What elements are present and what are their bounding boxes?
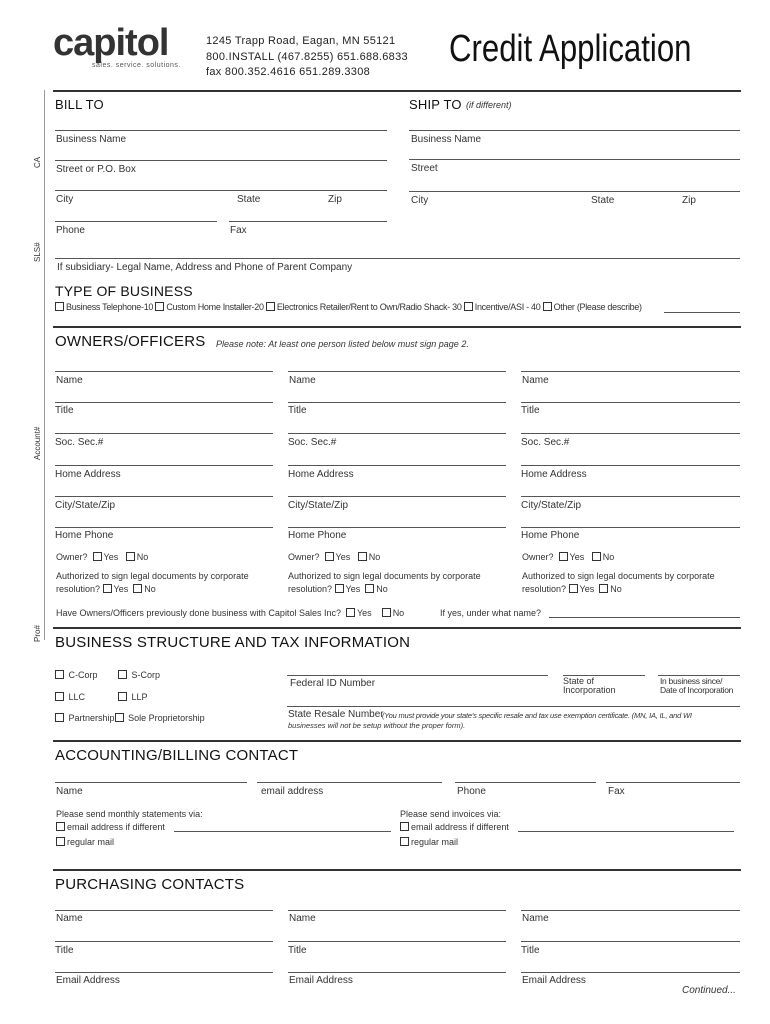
continued-label: Continued... xyxy=(682,985,736,996)
checkbox[interactable] xyxy=(126,552,135,561)
accounting-email-label: email address xyxy=(261,786,324,797)
statements-mail-option xyxy=(56,837,114,847)
owner-question xyxy=(522,552,614,562)
in-business-label xyxy=(660,677,733,695)
bill-zip-label: Zip xyxy=(328,194,342,205)
option-custom-home-installer: Custom Home Installer-20 xyxy=(166,302,264,312)
invoices-email-option xyxy=(400,822,509,832)
address-line-2: 800.INSTALL (467.8255) 651.688.6833 xyxy=(206,51,408,63)
yes-label: Yes xyxy=(345,584,361,594)
invoices-mail-option xyxy=(400,837,458,847)
owner-city-field[interactable] xyxy=(55,496,273,497)
side-label-account: Account# xyxy=(33,426,42,460)
llp-option xyxy=(118,692,148,702)
purchasing-email-field[interactable] xyxy=(288,972,506,973)
owner-title-label: Title xyxy=(521,405,540,416)
purchasing-title-field[interactable] xyxy=(55,941,273,942)
checkbox[interactable] xyxy=(55,670,64,679)
owner-address-label: Home Address xyxy=(288,469,354,480)
checkbox[interactable] xyxy=(365,584,374,593)
owner-city-label: City/State/Zip xyxy=(521,500,582,511)
owner-name-field[interactable] xyxy=(288,371,506,372)
owner-title-field[interactable] xyxy=(521,402,740,403)
checkbox[interactable] xyxy=(346,608,355,617)
owners-note: Please note: At least one person listed below must sign page 2. xyxy=(216,339,469,349)
owner-ssn-field[interactable] xyxy=(521,433,740,434)
purchasing-title-field[interactable] xyxy=(288,941,506,942)
owner-address-field[interactable] xyxy=(55,465,273,466)
purchasing-email-label: Email Address xyxy=(56,975,120,986)
purchasing-name-label: Name xyxy=(289,913,316,924)
yes-label: Yes xyxy=(335,552,351,562)
ship-city-label: City xyxy=(411,195,429,206)
llc-option xyxy=(55,692,85,702)
accounting-fax-field[interactable] xyxy=(606,782,740,783)
owner-city-label: City/State/Zip xyxy=(288,500,349,511)
statements-email-option xyxy=(56,822,165,832)
checkbox[interactable] xyxy=(118,670,127,679)
side-divider xyxy=(44,90,45,640)
owner-title-field[interactable] xyxy=(55,402,273,403)
owner-phone-label: Home Phone xyxy=(288,530,347,541)
bill-business-name-field[interactable] xyxy=(55,130,387,131)
side-label-ca: CA xyxy=(33,156,42,168)
side-label-sls: SLS# xyxy=(33,242,42,262)
ship-business-name-label: Business Name xyxy=(411,134,482,145)
checkbox[interactable] xyxy=(400,837,409,846)
subsidiary-field[interactable] xyxy=(55,258,740,259)
owner-q-label: Owner? xyxy=(288,552,320,562)
checkbox[interactable] xyxy=(133,584,142,593)
owner-q-label: Owner? xyxy=(522,552,554,562)
federal-id-field[interactable] xyxy=(287,675,548,676)
owner-name-label: Name xyxy=(289,375,316,386)
checkbox[interactable] xyxy=(55,713,64,722)
purchasing-name-field[interactable] xyxy=(521,910,740,911)
owner-address-label: Home Address xyxy=(521,469,587,480)
invoices-label: Please send invoices via: xyxy=(400,809,502,819)
partnership-label: Partnership xyxy=(68,713,115,723)
checkbox[interactable] xyxy=(55,302,64,311)
ship-zip-label: Zip xyxy=(682,195,696,206)
owner-question xyxy=(288,552,380,562)
option-incentive-asi: Incentive/ASI - 40 xyxy=(474,302,541,312)
in-business-label-2: Date of Incorporation xyxy=(660,685,734,695)
bill-fax-field[interactable] xyxy=(229,221,387,222)
purchasing-name-field[interactable] xyxy=(55,910,273,911)
owner-name-field[interactable] xyxy=(55,371,273,372)
option-electronics-retailer: Electronics Retailer/Rent to Own/Radio Shack- 30 xyxy=(276,302,462,312)
checkbox[interactable] xyxy=(400,822,409,831)
ship-city-field[interactable] xyxy=(409,191,740,192)
checkbox[interactable] xyxy=(543,302,552,311)
state-inc-label xyxy=(563,677,616,695)
previous-name-field[interactable] xyxy=(549,617,740,618)
accounting-fax-label: Fax xyxy=(608,786,625,797)
owner-ssn-field[interactable] xyxy=(55,433,273,434)
checkbox[interactable] xyxy=(559,552,568,561)
accounting-phone-field[interactable] xyxy=(455,782,596,783)
ship-state-label: State xyxy=(591,195,615,206)
bill-city-label: City xyxy=(56,194,74,205)
auth-resolution xyxy=(522,584,622,594)
owner-address-label: Home Address xyxy=(55,469,121,480)
owner-title-label: Title xyxy=(288,405,307,416)
checkbox[interactable] xyxy=(115,713,124,722)
purchasing-name-field[interactable] xyxy=(288,910,506,911)
checkbox[interactable] xyxy=(155,302,164,311)
accounting-phone-label: Phone xyxy=(457,786,486,797)
ccorp-label: C-Corp xyxy=(68,670,98,680)
structure-heading: BUSINESS STRUCTURE AND TAX INFORMATION xyxy=(55,634,411,651)
invoices-email-field[interactable] xyxy=(518,831,734,832)
yes-label: Yes xyxy=(113,584,129,594)
checkbox[interactable] xyxy=(55,692,64,701)
resolution-label: resolution? xyxy=(288,584,333,594)
owner-city-field[interactable] xyxy=(288,496,506,497)
state-inc-label-2: Incorporation xyxy=(563,685,616,695)
bill-business-name-label: Business Name xyxy=(56,134,127,145)
scorp-option xyxy=(118,670,160,680)
checkbox[interactable] xyxy=(599,584,608,593)
ship-business-name-field[interactable] xyxy=(409,130,740,131)
owner-phone-field[interactable] xyxy=(288,527,506,528)
resale-number-field[interactable] xyxy=(287,706,740,707)
bill-city-field[interactable] xyxy=(55,190,387,191)
address-line-3: fax 800.352.4616 651.289.3308 xyxy=(206,66,371,78)
owner-question xyxy=(56,552,148,562)
checkbox[interactable] xyxy=(103,584,112,593)
section-divider xyxy=(53,90,741,92)
option-other: Other (Please describe) xyxy=(553,302,642,312)
type-of-business-heading: TYPE OF BUSINESS xyxy=(55,283,193,299)
purchasing-title-field[interactable] xyxy=(521,941,740,942)
previous-label: Have Owners/Officers previously done business with Capitol Sales Inc? xyxy=(56,608,341,618)
purchasing-email-field[interactable] xyxy=(521,972,740,973)
statements-email-field[interactable] xyxy=(174,831,391,832)
accounting-heading: ACCOUNTING/BILLING CONTACT xyxy=(55,747,299,764)
owner-phone-field[interactable] xyxy=(521,527,740,528)
owner-address-field[interactable] xyxy=(288,465,506,466)
accounting-email-field[interactable] xyxy=(257,782,442,783)
purchasing-title-label: Title xyxy=(55,945,74,956)
owner-city-label: City/State/Zip xyxy=(55,500,116,511)
address-line-1: 1245 Trapp Road, Eagan, MN 55121 xyxy=(206,35,396,47)
checkbox[interactable] xyxy=(569,584,578,593)
regular-mail-label: regular mail xyxy=(67,837,115,847)
checkbox[interactable] xyxy=(358,552,367,561)
state-inc-label-1: State of xyxy=(563,676,595,686)
checkbox[interactable] xyxy=(118,692,127,701)
checkbox[interactable] xyxy=(266,302,275,311)
bill-phone-field[interactable] xyxy=(55,221,217,222)
owner-name-label: Name xyxy=(522,375,549,386)
ship-to-note: (if different) xyxy=(466,100,512,110)
partnership-option xyxy=(55,713,205,723)
yes-label: Yes xyxy=(569,552,585,562)
owner-city-field[interactable] xyxy=(521,496,740,497)
owner-ssn-label: Soc. Sec.# xyxy=(521,437,570,448)
yes-label: Yes xyxy=(356,608,372,618)
resale-label: State Resale Number xyxy=(288,709,384,720)
owner-address-field[interactable] xyxy=(521,465,740,466)
auth-label: Authorized to sign legal documents by corporate xyxy=(288,571,481,581)
federal-id-label: Federal ID Number xyxy=(290,678,376,689)
business-type-options xyxy=(55,302,642,312)
email-diff-label: email address if different xyxy=(411,822,509,832)
section-divider xyxy=(53,326,741,328)
resale-note-2: businesses will not be setup without the proper form). xyxy=(288,721,466,730)
checkbox[interactable] xyxy=(382,608,391,617)
checkbox[interactable] xyxy=(56,837,65,846)
capitol-logo: capitol xyxy=(53,22,169,64)
checkbox[interactable] xyxy=(335,584,344,593)
purchasing-email-label: Email Address xyxy=(522,975,586,986)
checkbox[interactable] xyxy=(93,552,102,561)
owner-ssn-label: Soc. Sec.# xyxy=(55,437,104,448)
no-label: No xyxy=(376,584,388,594)
llp-label: LLP xyxy=(131,692,148,702)
no-label: No xyxy=(392,608,405,618)
bill-street-field[interactable] xyxy=(55,160,387,161)
scorp-label: S-Corp xyxy=(131,670,161,680)
purchasing-email-field[interactable] xyxy=(55,972,273,973)
auth-resolution xyxy=(288,584,388,594)
yes-label: Yes xyxy=(103,552,119,562)
resale-note-1: (You must provide your state's specific resale and tax use exemption certificate. (MN, IA, IL, and WI xyxy=(382,711,692,720)
no-label: No xyxy=(602,552,615,562)
owners-heading: OWNERS/OFFICERS xyxy=(55,333,206,350)
if-yes-label: If yes, under what name? xyxy=(440,608,542,618)
owner-name-label: Name xyxy=(56,375,83,386)
in-business-label-1: In business since/ xyxy=(660,676,723,686)
bill-street-label: Street or P.O. Box xyxy=(56,164,136,175)
owner-title-label: Title xyxy=(55,405,74,416)
resolution-label: resolution? xyxy=(56,584,101,594)
owner-q-label: Owner? xyxy=(56,552,88,562)
owner-phone-field[interactable] xyxy=(55,527,273,528)
accounting-name-label: Name xyxy=(56,786,83,797)
checkbox[interactable] xyxy=(56,822,65,831)
ship-to-heading: SHIP TO xyxy=(409,97,462,112)
bill-state-label: State xyxy=(237,194,261,205)
bill-to-heading: BILL TO xyxy=(55,97,104,112)
accounting-name-field[interactable] xyxy=(55,782,247,783)
auth-label: Authorized to sign legal documents by corporate xyxy=(56,571,249,581)
checkbox[interactable] xyxy=(325,552,334,561)
option-business-telephone: Business Telephone-10 xyxy=(66,302,154,312)
other-describe-field[interactable] xyxy=(664,312,740,313)
section-divider xyxy=(53,740,741,742)
auth-resolution xyxy=(56,584,156,594)
owner-phone-label: Home Phone xyxy=(55,530,114,541)
page-title: Credit Application xyxy=(449,28,692,70)
checkbox[interactable] xyxy=(592,552,601,561)
section-divider xyxy=(53,627,741,629)
yes-label: Yes xyxy=(579,584,595,594)
no-label: No xyxy=(610,584,622,594)
no-label: No xyxy=(368,552,381,562)
no-label: No xyxy=(136,552,149,562)
purchasing-title-label: Title xyxy=(521,945,540,956)
purchasing-title-label: Title xyxy=(288,945,307,956)
ccorp-option xyxy=(55,670,98,680)
llc-label: LLC xyxy=(68,692,86,702)
owner-ssn-field[interactable] xyxy=(288,433,506,434)
subsidiary-label: If subsidiary- Legal Name, Address and Phone of Parent Company xyxy=(57,262,353,273)
resolution-label: resolution? xyxy=(522,584,567,594)
regular-mail-label: regular mail xyxy=(411,837,459,847)
purchasing-email-label: Email Address xyxy=(289,975,353,986)
no-label: No xyxy=(144,584,156,594)
section-divider xyxy=(53,869,741,871)
owner-phone-label: Home Phone xyxy=(521,530,580,541)
logo-tagline: sales. service. solutions. xyxy=(92,62,181,69)
purchasing-name-label: Name xyxy=(56,913,83,924)
auth-label: Authorized to sign legal documents by corporate xyxy=(522,571,715,581)
purchasing-name-label: Name xyxy=(522,913,549,924)
side-label-pro: Pro# xyxy=(33,625,42,642)
ship-street-label: Street xyxy=(411,163,438,174)
previous-business-question xyxy=(56,608,404,618)
ship-street-field[interactable] xyxy=(409,159,740,160)
bill-phone-label: Phone xyxy=(56,225,85,236)
statements-label: Please send monthly statements via: xyxy=(56,809,203,819)
bill-fax-label: Fax xyxy=(230,225,247,236)
sole-label: Sole Proprietorship xyxy=(128,713,205,723)
owner-ssn-label: Soc. Sec.# xyxy=(288,437,337,448)
email-diff-label: email address if different xyxy=(67,822,165,832)
owner-name-field[interactable] xyxy=(521,371,740,372)
purchasing-heading: PURCHASING CONTACTS xyxy=(55,876,245,893)
owner-title-field[interactable] xyxy=(288,402,506,403)
checkbox[interactable] xyxy=(464,302,473,311)
